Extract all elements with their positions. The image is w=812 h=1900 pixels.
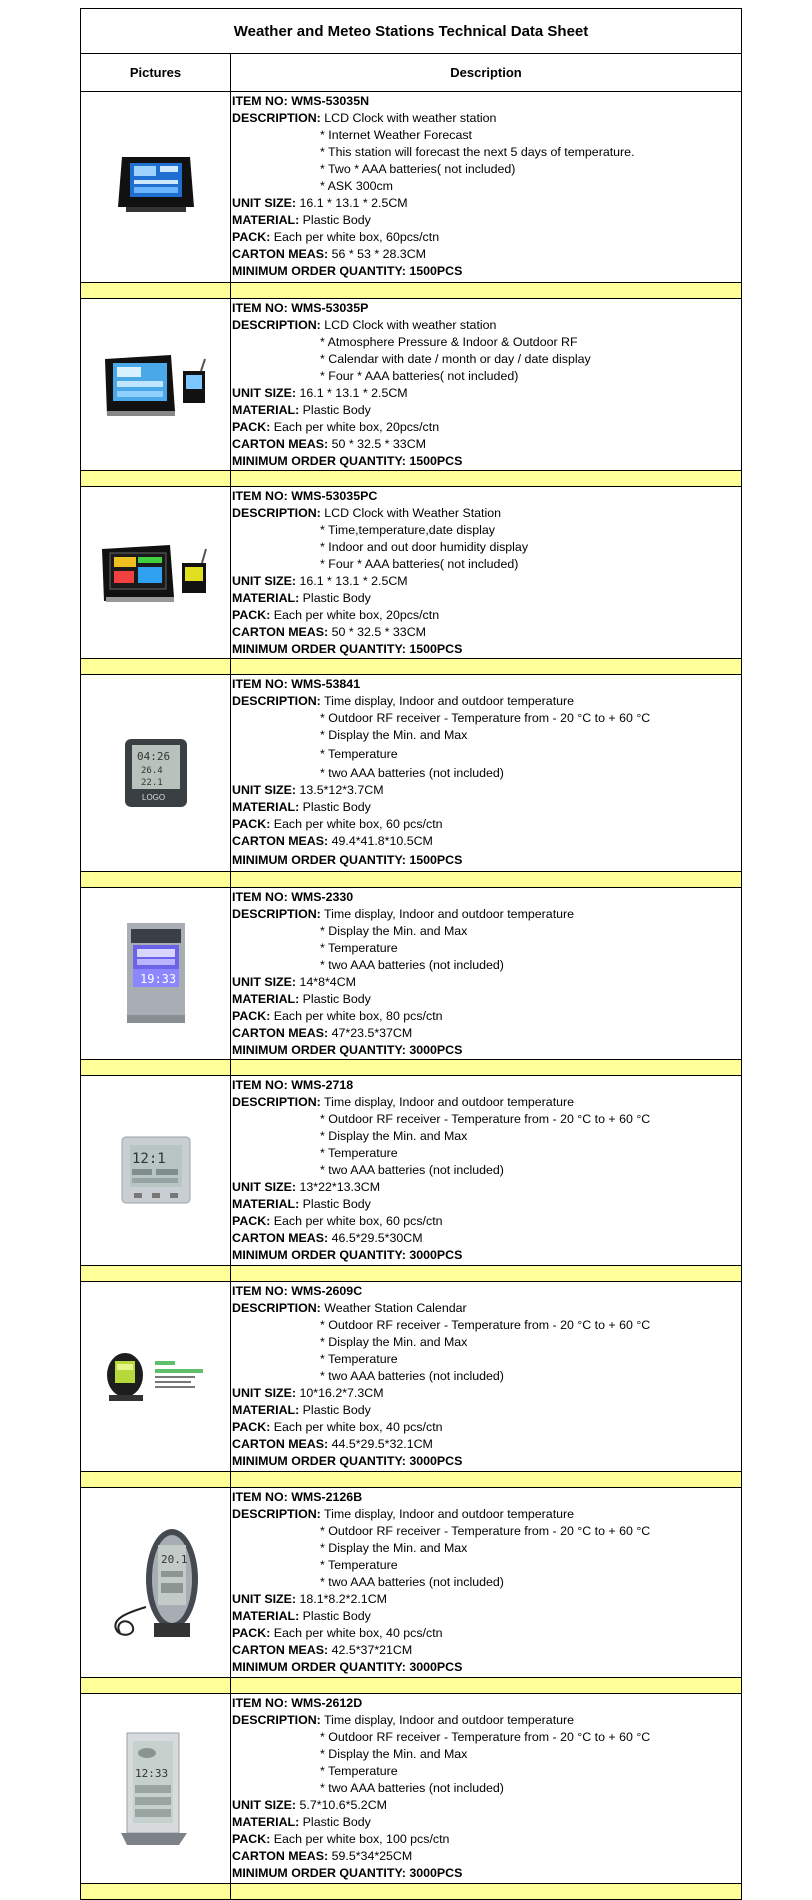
pack: Each per white box, 80 pcs/ctn [273, 1009, 443, 1023]
pack: Each per white box, 20pcs/ctn [273, 420, 440, 434]
minimum-order-quantity: MINIMUM ORDER QUANTITY: 1500PCS [232, 642, 463, 656]
data-sheet-table [80, 8, 742, 1900]
product-picture [81, 675, 231, 871]
feature-line: * Outdoor RF receiver - Temperature from - 20 °C to + 60 °C [320, 1524, 651, 1538]
feature-line: * two AAA batteries (not included) [320, 1163, 504, 1177]
carton-meas: 46.5*29.5*30CM [331, 1231, 423, 1245]
material: Plastic Body [302, 800, 371, 814]
feature-line: * Two * AAA batteries( not included) [320, 162, 516, 176]
item-number: WMS-2126B [291, 1490, 363, 1504]
product-description: ITEM NO: WMS-2609C DESCRIPTION: Weather Station Calendar * Outdoor RF receiver - Temperature from - 20 °C to + 60 °C * Display the Min. and Max * Temperature * two AAA batteries (not included) UNIT SIZE: 10*16.2*7.3CM MATERIAL: Plastic Body PACK: Each per white box, 40 pcs/ctn CARTON MEAS: 44.5*29.5*32.1CM MINIMUM ORDER QUANTITY: 3000PCS [231, 1282, 741, 1471]
material: Plastic Body [302, 403, 371, 417]
unit-size: 18.1*8.2*2.1CM [299, 1592, 387, 1606]
product-description: ITEM NO: WMS-53035PC DESCRIPTION: LCD Clock with Weather Station * Time,temperature,date display * Indoor and out door humidity display * Four * AAA batteries( not included) UNIT SIZE: 16.1 * 13.1 * 2.5CM MATERIAL: Plastic Body PACK: Each per white box, 20pcs/ctn CARTON MEAS: 50 * 32.5 * 33CM MINIMUM ORDER QUANTITY: 1500PCS [231, 487, 741, 658]
feature-line: * two AAA batteries (not included) [320, 958, 504, 972]
product-row [81, 92, 741, 283]
product-row [81, 487, 741, 659]
pack: Each per white box, 40 pcs/ctn [273, 1420, 443, 1434]
carton-meas: 50 * 32.5 * 33CM [331, 625, 426, 639]
feature-line: * Outdoor RF receiver - Temperature from - 20 °C to + 60 °C [320, 1112, 651, 1126]
row-separator [81, 471, 741, 487]
unit-size: 14*8*4CM [299, 975, 356, 989]
carton-meas: 42.5*37*21CM [331, 1643, 413, 1657]
carton-meas: 44.5*29.5*32.1CM [331, 1437, 433, 1451]
product-picture [81, 1488, 231, 1677]
carton-meas: 47*23.5*37CM [331, 1026, 413, 1040]
product-description: ITEM NO: WMS-53035N DESCRIPTION: LCD Clock with weather station * Internet Weather Forecast * This station will forecast the next 5 days of temperature. * Two * AAA batteries( not included) * ASK 300cm UNIT SIZE: 16.1 * 13.1 * 2.5CM MATERIAL: Plastic Body PACK: Each per white box, 60pcs/ctn CARTON MEAS: 56 * 53 * 28.3CM MINIMUM ORDER QUANTITY: 1500PCS [231, 92, 741, 282]
item-number: WMS-53841 [291, 677, 361, 691]
description-text: Weather Station Calendar [324, 1301, 467, 1315]
product-picture [81, 92, 231, 282]
feature-line: * Temperature [320, 1764, 398, 1778]
material: Plastic Body [302, 1609, 371, 1623]
product-description: ITEM NO: WMS-2330 DESCRIPTION: Time display, Indoor and outdoor temperature * Display the Min. and Max * Temperature * two AAA batteries (not included) UNIT SIZE: 14*8*4CM MATERIAL: Plastic Body PACK: Each per white box, 80 pcs/ctn CARTON MEAS: 47*23.5*37CM MINIMUM ORDER QUANTITY: 3000PCS [231, 888, 741, 1059]
product-picture [81, 487, 231, 658]
carton-meas: 49.4*41.8*10.5CM [331, 834, 433, 848]
svg-text:12:1: 12:1 [131, 1150, 166, 1167]
row-separator [81, 1884, 741, 1899]
pack: Each per white box, 20pcs/ctn [273, 608, 440, 622]
feature-line: * Outdoor RF receiver - Temperature from - 20 °C to + 60 °C [320, 1730, 651, 1744]
unit-size: 16.1 * 13.1 * 2.5CM [299, 386, 408, 400]
digital-thermometer-clock-icon [121, 735, 191, 811]
feature-line: * Display the Min. and Max [320, 1747, 468, 1761]
item-number: WMS-53035PC [291, 489, 378, 503]
feature-line: * This station will forecast the next 5 days of temperature. [320, 145, 635, 159]
feature-line: * Four * AAA batteries( not included) [320, 369, 519, 383]
feature-line: * two AAA batteries (not included) [320, 766, 504, 780]
description-text: Time display, Indoor and outdoor temperature [324, 1713, 575, 1727]
material: Plastic Body [302, 1815, 371, 1829]
logo-text: LOGO [141, 793, 165, 802]
item-number: WMS-2609C [291, 1284, 363, 1298]
row-separator [81, 659, 741, 675]
minimum-order-quantity: MINIMUM ORDER QUANTITY: 1500PCS [232, 853, 463, 867]
feature-line: * Internet Weather Forecast [320, 128, 472, 142]
feature-line: * two AAA batteries (not included) [320, 1369, 504, 1383]
feature-line: * Temperature [320, 1352, 398, 1366]
minimum-order-quantity: MINIMUM ORDER QUANTITY: 3000PCS [232, 1454, 463, 1468]
product-row [81, 1076, 741, 1266]
weather-station-with-sensor-icon [101, 345, 211, 425]
pack: Each per white box, 100 pcs/ctn [273, 1832, 450, 1846]
material: Plastic Body [302, 1403, 371, 1417]
feature-line: * Display the Min. and Max [320, 1335, 468, 1349]
product-description: ITEM NO: WMS-53841 DESCRIPTION: Time display, Indoor and outdoor temperature * Outdoor RF receiver - Temperature from - 20 °C to + 60 °C * Display the Min. and Max * Temperature * two AAA batteries (not included) UNIT SIZE: 13.5*12*3.7CM MATERIAL: Plastic Body PACK: Each per white box, 60 pcs/ctn CARTON MEAS: 49.4*41.8*10.5CM MINIMUM ORDER QUANTITY: 1500PCS [231, 675, 741, 871]
product-picture [81, 1076, 231, 1265]
weather-station-calendar-icon [101, 1347, 211, 1407]
feature-line: * Temperature [320, 1558, 398, 1572]
item-number: WMS-2612D [291, 1696, 363, 1710]
minimum-order-quantity: MINIMUM ORDER QUANTITY: 1500PCS [232, 264, 463, 278]
carton-meas: 50 * 32.5 * 33CM [331, 437, 426, 451]
feature-line: * Display the Min. and Max [320, 728, 468, 742]
feature-line: * Outdoor RF receiver - Temperature from - 20 °C to + 60 °C [320, 711, 651, 725]
feature-line: * Temperature [320, 1146, 398, 1160]
row-separator [81, 1060, 741, 1076]
description-text: LCD Clock with Weather Station [324, 506, 502, 520]
svg-text:12:33: 12:33 [134, 1766, 168, 1780]
carton-meas: 59.5*34*25CM [331, 1849, 413, 1863]
product-picture [81, 888, 231, 1059]
item-number: WMS-2718 [291, 1078, 354, 1092]
product-row [81, 1694, 741, 1884]
product-description: ITEM NO: WMS-2612D DESCRIPTION: Time display, Indoor and outdoor temperature * Outdoor RF receiver - Temperature from - 20 °C to + 60 °C * Display the Min. and Max * Temperature * two AAA batteries (not included) UNIT SIZE: 5.7*10.6*5.2CM MATERIAL: Plastic Body PACK: Each per white box, 100 pcs/ctn CARTON MEAS: 59.5*34*25CM MINIMUM ORDER QUANTITY: 3000PCS [231, 1694, 741, 1883]
description-text: Time display, Indoor and outdoor temperature [324, 907, 575, 921]
item-number: WMS-53035N [291, 94, 370, 108]
minimum-order-quantity: MINIMUM ORDER QUANTITY: 3000PCS [232, 1248, 463, 1262]
svg-text:26.4: 26.4 [140, 766, 163, 776]
svg-text:20.1: 20.1 [160, 1552, 187, 1566]
svg-text:19:33: 19:33 [139, 971, 176, 986]
feature-line: * Display the Min. and Max [320, 924, 468, 938]
pack: Each per white box, 60 pcs/ctn [273, 1214, 443, 1228]
row-separator [81, 1266, 741, 1282]
unit-size: 16.1 * 13.1 * 2.5CM [299, 574, 408, 588]
minimum-order-quantity: MINIMUM ORDER QUANTITY: 3000PCS [232, 1660, 463, 1674]
feature-line: * Display the Min. and Max [320, 1541, 468, 1555]
product-row [81, 675, 741, 872]
unit-size: 5.7*10.6*5.2CM [299, 1798, 387, 1812]
product-description: ITEM NO: WMS-2718 DESCRIPTION: Time display, Indoor and outdoor temperature * Outdoor RF receiver - Temperature from - 20 °C to + 60 °C * Display the Min. and Max * Temperature * two AAA batteries (not included) UNIT SIZE: 13*22*13.3CM MATERIAL: Plastic Body PACK: Each per white box, 60 pcs/ctn CARTON MEAS: 46.5*29.5*30CM MINIMUM ORDER QUANTITY: 3000PCS [231, 1076, 741, 1265]
feature-line: * two AAA batteries (not included) [320, 1781, 504, 1795]
feature-line: * Display the Min. and Max [320, 1129, 468, 1143]
pictures-header: Pictures [81, 54, 231, 91]
svg-text:22.1: 22.1 [140, 778, 163, 788]
feature-line: * Four * AAA batteries( not included) [320, 557, 519, 571]
product-description: ITEM NO: WMS-2126B DESCRIPTION: Time display, Indoor and outdoor temperature * Outdoor RF receiver - Temperature from - 20 °C to + 60 °C * Display the Min. and Max * Temperature * two AAA batteries (not included) UNIT SIZE: 18.1*8.2*2.1CM MATERIAL: Plastic Body PACK: Each per white box, 40 pcs/ctn CARTON MEAS: 42.5*37*21CM MINIMUM ORDER QUANTITY: 3000PCS [231, 1488, 741, 1677]
weather-station-with-sensor-icon [98, 533, 213, 613]
product-row [81, 299, 741, 471]
pack: Each per white box, 60 pcs/ctn [273, 817, 443, 831]
carton-meas: 56 * 53 * 28.3CM [331, 247, 426, 261]
product-picture [81, 299, 231, 470]
feature-line: * ASK 300cm [320, 179, 394, 193]
description-header: Description [450, 65, 522, 80]
item-number: WMS-53035P [291, 301, 369, 315]
minimum-order-quantity: MINIMUM ORDER QUANTITY: 3000PCS [232, 1043, 463, 1057]
unit-size: 10*16.2*7.3CM [299, 1386, 384, 1400]
unit-size: 13*22*13.3CM [299, 1180, 381, 1194]
minimum-order-quantity: MINIMUM ORDER QUANTITY: 3000PCS [232, 1866, 463, 1880]
product-row [81, 1282, 741, 1472]
feature-line: * Indoor and out door humidity display [320, 540, 529, 554]
unit-size: 13.5*12*3.7CM [299, 783, 384, 797]
standing-weather-clock-icon [123, 919, 189, 1029]
product-row [81, 1488, 741, 1678]
material: Plastic Body [302, 591, 371, 605]
feature-line: * Temperature [320, 747, 398, 761]
unit-size: 16.1 * 13.1 * 2.5CM [299, 196, 408, 210]
product-row [81, 888, 741, 1060]
description-text: LCD Clock with weather station [324, 111, 497, 125]
row-separator [81, 1678, 741, 1694]
material: Plastic Body [302, 1197, 371, 1211]
silver-weather-station-icon [118, 1133, 194, 1209]
oval-weather-station-with-cable-icon [106, 1523, 206, 1643]
material: Plastic Body [302, 992, 371, 1006]
description-text: Time display, Indoor and outdoor temperature [324, 1095, 575, 1109]
feature-line: * Temperature [320, 941, 398, 955]
product-picture [81, 1282, 231, 1471]
slim-weather-station-icon [117, 1729, 195, 1849]
feature-line: * Time,temperature,date display [320, 523, 495, 537]
product-description: ITEM NO: WMS-53035P DESCRIPTION: LCD Clock with weather station * Atmosphere Pressure & Indoor & Outdoor RF * Calendar with date / month or day / date display * Four * AAA batteries( not included) UNIT SIZE: 16.1 * 13.1 * 2.5CM MATERIAL: Plastic Body PACK: Each per white box, 20pcs/ctn CARTON MEAS: 50 * 32.5 * 33CM MINIMUM ORDER QUANTITY: 1500PCS [231, 299, 741, 470]
feature-line: * Outdoor RF receiver - Temperature from - 20 °C to + 60 °C [320, 1318, 651, 1332]
feature-line: * Atmosphere Pressure & Indoor & Outdoor RF [320, 335, 578, 349]
row-separator [81, 283, 741, 299]
weather-station-lcd-icon [116, 151, 196, 223]
svg-text:04:26: 04:26 [136, 750, 170, 763]
pack: Each per white box, 40 pcs/ctn [273, 1626, 443, 1640]
minimum-order-quantity: MINIMUM ORDER QUANTITY: 1500PCS [232, 454, 463, 468]
description-text: LCD Clock with weather station [324, 318, 497, 332]
pack: Each per white box, 60pcs/ctn [273, 230, 440, 244]
sheet-title: Weather and Meteo Stations Technical Data Sheet [81, 9, 741, 54]
description-text: Time display, Indoor and outdoor temperature [324, 1507, 575, 1521]
row-separator [81, 1472, 741, 1488]
row-separator [81, 872, 741, 888]
material: Plastic Body [302, 213, 371, 227]
product-picture [81, 1694, 231, 1883]
feature-line: * two AAA batteries (not included) [320, 1575, 504, 1589]
table-header [81, 54, 741, 92]
feature-line: * Calendar with date / month or day / date display [320, 352, 591, 366]
item-number: WMS-2330 [291, 890, 354, 904]
description-text: Time display, Indoor and outdoor temperature [324, 694, 575, 708]
